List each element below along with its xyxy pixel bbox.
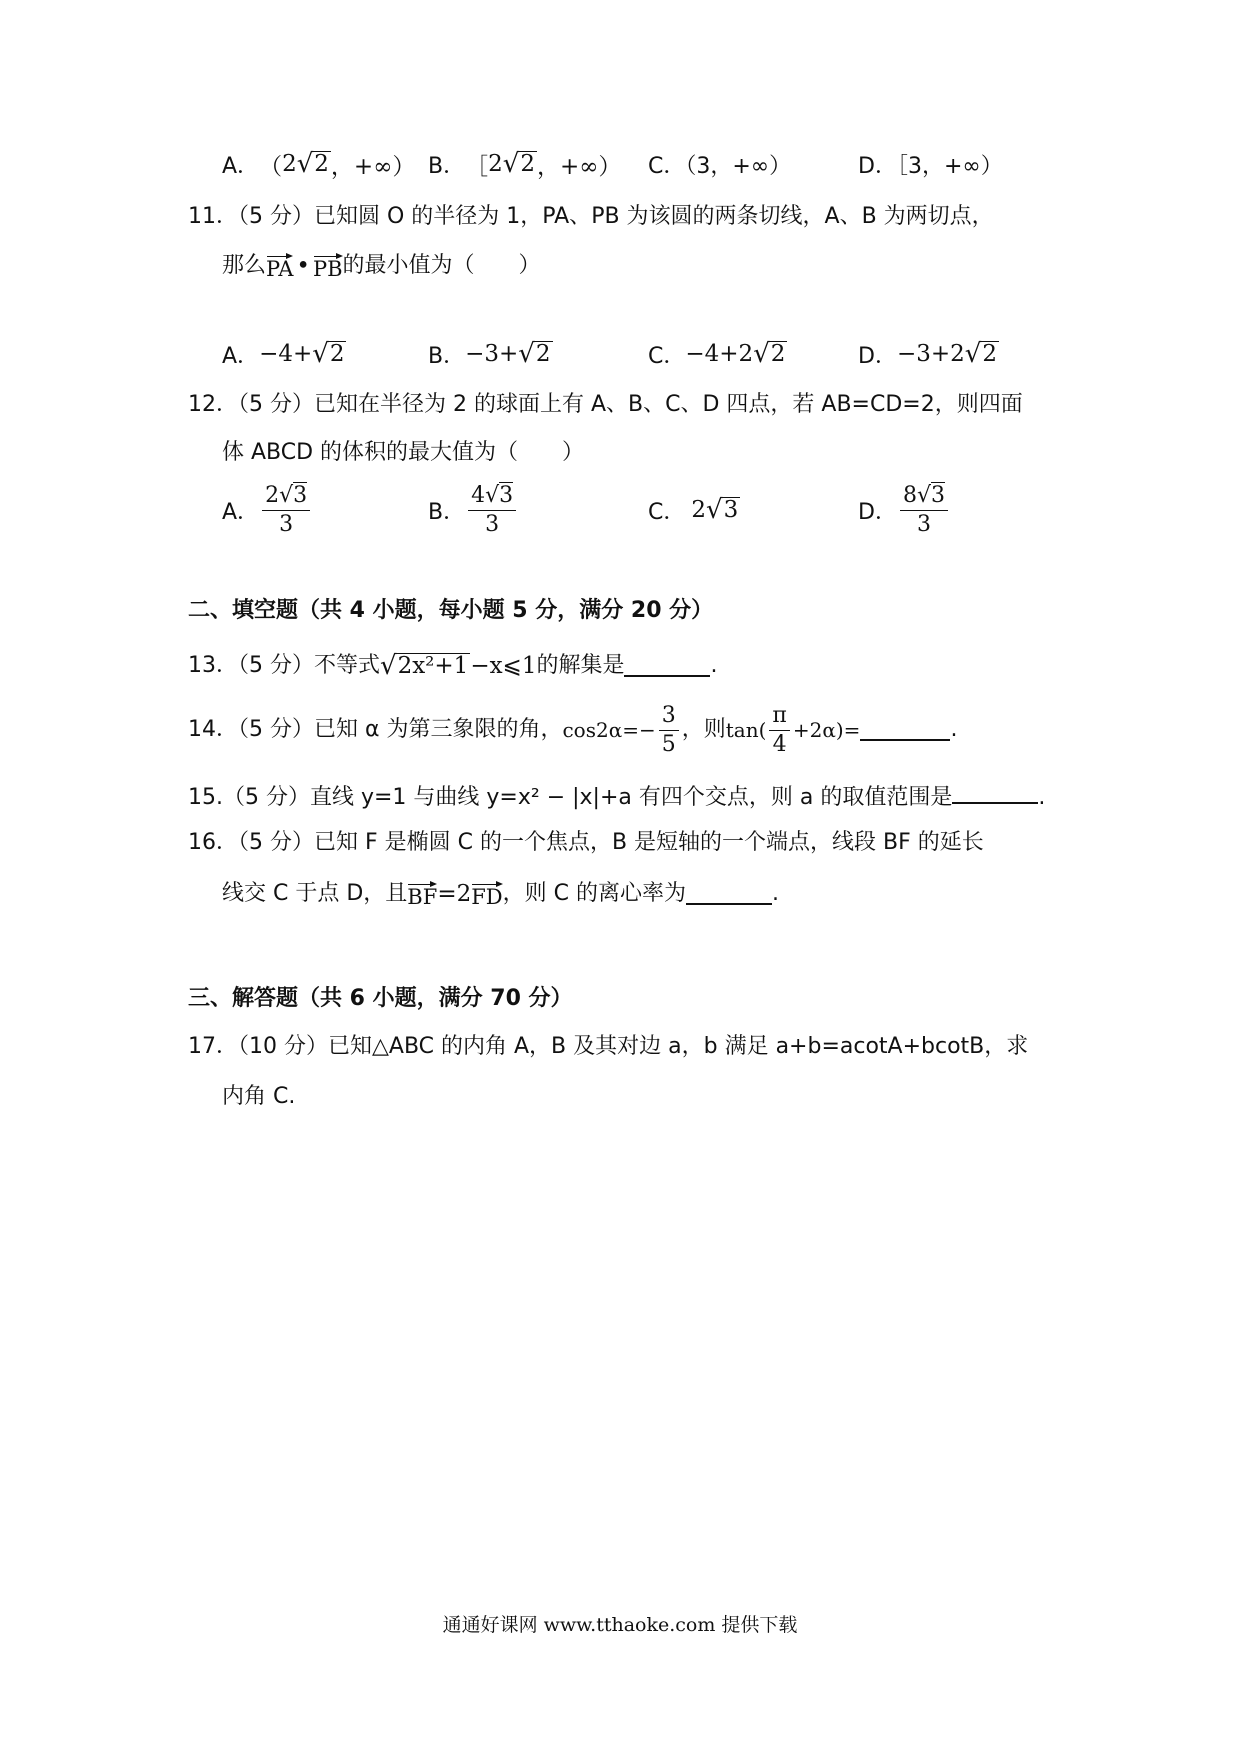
numerator: 3 (659, 704, 679, 730)
open-paren: （ (259, 153, 283, 180)
vector-pb: PB (313, 253, 343, 280)
radicand: 2 (770, 340, 786, 367)
q11-option-a (222, 334, 346, 374)
denominator: 4 (772, 731, 787, 757)
period: . (1038, 785, 1046, 810)
cos-expr: cos2α=− (562, 718, 656, 742)
q15-line (188, 782, 1045, 809)
q11-option-c (648, 334, 787, 374)
denominator: 5 (661, 731, 676, 757)
inequality-tail: −x⩽1 (470, 652, 537, 679)
option-label: A． (222, 343, 260, 369)
radicand: 3 (499, 483, 514, 509)
sqrt-icon: √ (296, 149, 314, 180)
sqrt-icon: √ (380, 651, 397, 682)
option-label: B． (428, 343, 466, 369)
q11-option-d (858, 334, 999, 374)
coefficient: 2 (691, 497, 707, 523)
q11-option-b (428, 334, 553, 374)
sqrt (312, 339, 346, 370)
q16-line1: 16．（5 分）已知 F 是椭圆 C 的一个焦点，B 是短轴的一个端点，线段 BF 的延长 (188, 830, 984, 855)
sqrt (706, 495, 740, 526)
tan-tail: +2α)= (792, 718, 861, 742)
vector-pa: PA (266, 253, 293, 280)
q11-line2 (222, 248, 541, 284)
q11-suffix: 的最小值为（ ） (342, 253, 541, 278)
fraction (468, 484, 516, 535)
q11-prefix: 那么 (222, 253, 267, 278)
q14-mid: ，则 (681, 717, 726, 742)
interval-tail: ，+∞） (330, 153, 416, 180)
expr: −3+2 (896, 341, 965, 367)
q10-option-a (222, 144, 415, 184)
sqrt-icon: √ (753, 339, 770, 370)
q15-text: 15.（5 分）直线 y=1 与曲线 y=x² − |x|+a 有四个交点，则 a 的取值范围是 (188, 785, 953, 810)
q11-line1: 11．（5 分）已知圆 O 的半径为 1，PA、PB 为该圆的两条切线，A、B 为两切点， (188, 204, 994, 229)
q12-line2: 体 ABCD 的体积的最大值为（ ） (222, 440, 585, 465)
fraction (900, 484, 948, 535)
sqrt-icon: √ (706, 495, 723, 526)
footer: 通通好课网 www.tthaoke.com 提供下载 (442, 1614, 798, 1636)
fraction (659, 704, 679, 755)
sqrt-icon: √ (485, 483, 500, 509)
denominator: 3 (485, 511, 500, 537)
sqrt-icon: √ (518, 339, 535, 370)
q12-option-b (428, 480, 519, 540)
tan-expr: tan( (725, 718, 767, 742)
sqrt (296, 149, 331, 180)
expr: −4+ (259, 341, 313, 367)
expr: −3+ (465, 341, 519, 367)
answer-blank (686, 883, 772, 905)
fraction (262, 484, 310, 535)
q17-line1: 17．（10 分）已知△ABC 的内角 A，B 及其对边 a，b 满足 a+b=acotA+bcotB，求 (188, 1034, 1029, 1059)
radicand: 2 (329, 340, 345, 367)
vector-bf: BF (407, 881, 437, 908)
radicand: 2 (535, 340, 551, 367)
radicand: 3 (930, 483, 945, 509)
option-label: B． (428, 153, 466, 179)
sqrt (753, 339, 787, 370)
q12-option-c (648, 480, 740, 540)
sqrt (380, 651, 470, 682)
q14-line (188, 702, 957, 758)
radicand: 2 (982, 340, 997, 367)
open-bracket: ［ (465, 153, 489, 180)
q10-option-d: D．［3，+∞） (858, 153, 1003, 179)
q12-option-d (858, 480, 951, 540)
q16-prefix: 线交 C 于点 D，且 (222, 881, 408, 906)
option-label: D． (858, 499, 897, 525)
option-label: B． (428, 499, 466, 525)
coefficient: 8 (902, 483, 917, 509)
sqrt (502, 149, 537, 180)
q13-prefix: 13．（5 分）不等式 (188, 653, 380, 678)
q13-line (188, 648, 717, 684)
q17-line2: 内角 C. (222, 1084, 296, 1109)
period: . (772, 881, 779, 906)
q11-options (222, 334, 1122, 374)
numerator (262, 484, 310, 510)
sqrt-icon: √ (279, 483, 294, 509)
radicand: 2 (520, 150, 535, 177)
coefficient: 4 (471, 483, 486, 509)
period: . (950, 717, 958, 742)
option-label: A． (222, 499, 260, 525)
answer-blank (952, 782, 1038, 804)
q12-line1: 12．（5 分）已知在半径为 2 的球面上有 A、B、C、D 四点，若 AB=CD=2，则四面 (188, 392, 1023, 417)
radicand: 3 (293, 483, 308, 509)
coefficient: 2 (265, 483, 280, 509)
interval-tail: ，+∞） (536, 153, 622, 180)
q10-option-b (428, 144, 621, 184)
section2-title: 二、填空题（共 4 小题，每小题 5 分，满分 20 分） (188, 598, 714, 623)
q12-option-a (222, 480, 313, 540)
dot-operator: • (296, 252, 310, 279)
option-label: A． (222, 153, 260, 179)
radicand: 3 (723, 496, 739, 523)
vector-fd: FD (471, 881, 502, 908)
option-label: D． (858, 343, 897, 369)
numerator: π (769, 704, 789, 730)
numerator (468, 484, 516, 510)
q10-options (222, 144, 1122, 184)
sqrt (964, 339, 999, 370)
section3-title: 三、解答题（共 6 小题，满分 70 分） (188, 986, 573, 1011)
denominator: 3 (916, 511, 931, 537)
option-label: C． (648, 343, 686, 369)
equals-two: =2 (437, 880, 472, 907)
sqrt-icon: √ (964, 339, 982, 370)
sqrt (518, 339, 552, 370)
q16-suffix: ，则 C 的离心率为 (502, 881, 686, 906)
q13-suffix: 的解集是 (536, 653, 625, 678)
radicand: 2 (314, 150, 329, 177)
sqrt-icon: √ (916, 483, 931, 509)
numerator (900, 484, 948, 510)
option-label: C． (648, 499, 686, 525)
period: . (710, 653, 718, 678)
q14-prefix: 14．（5 分）已知 α 为第三象限的角， (188, 717, 563, 742)
answer-blank (860, 719, 950, 741)
sqrt-icon: √ (312, 339, 329, 370)
sqrt-icon: √ (502, 149, 520, 180)
coefficient: 2 (488, 151, 503, 177)
q16-line2 (222, 874, 779, 914)
radicand: 2x²+1 (397, 652, 469, 679)
q10-option-c: C．（3，+∞） (648, 153, 792, 179)
denominator: 3 (279, 511, 294, 537)
coefficient: 2 (282, 151, 297, 177)
answer-blank (624, 655, 710, 677)
q12-options (222, 480, 1122, 540)
expr: −4+2 (685, 341, 754, 367)
fraction (769, 704, 789, 755)
